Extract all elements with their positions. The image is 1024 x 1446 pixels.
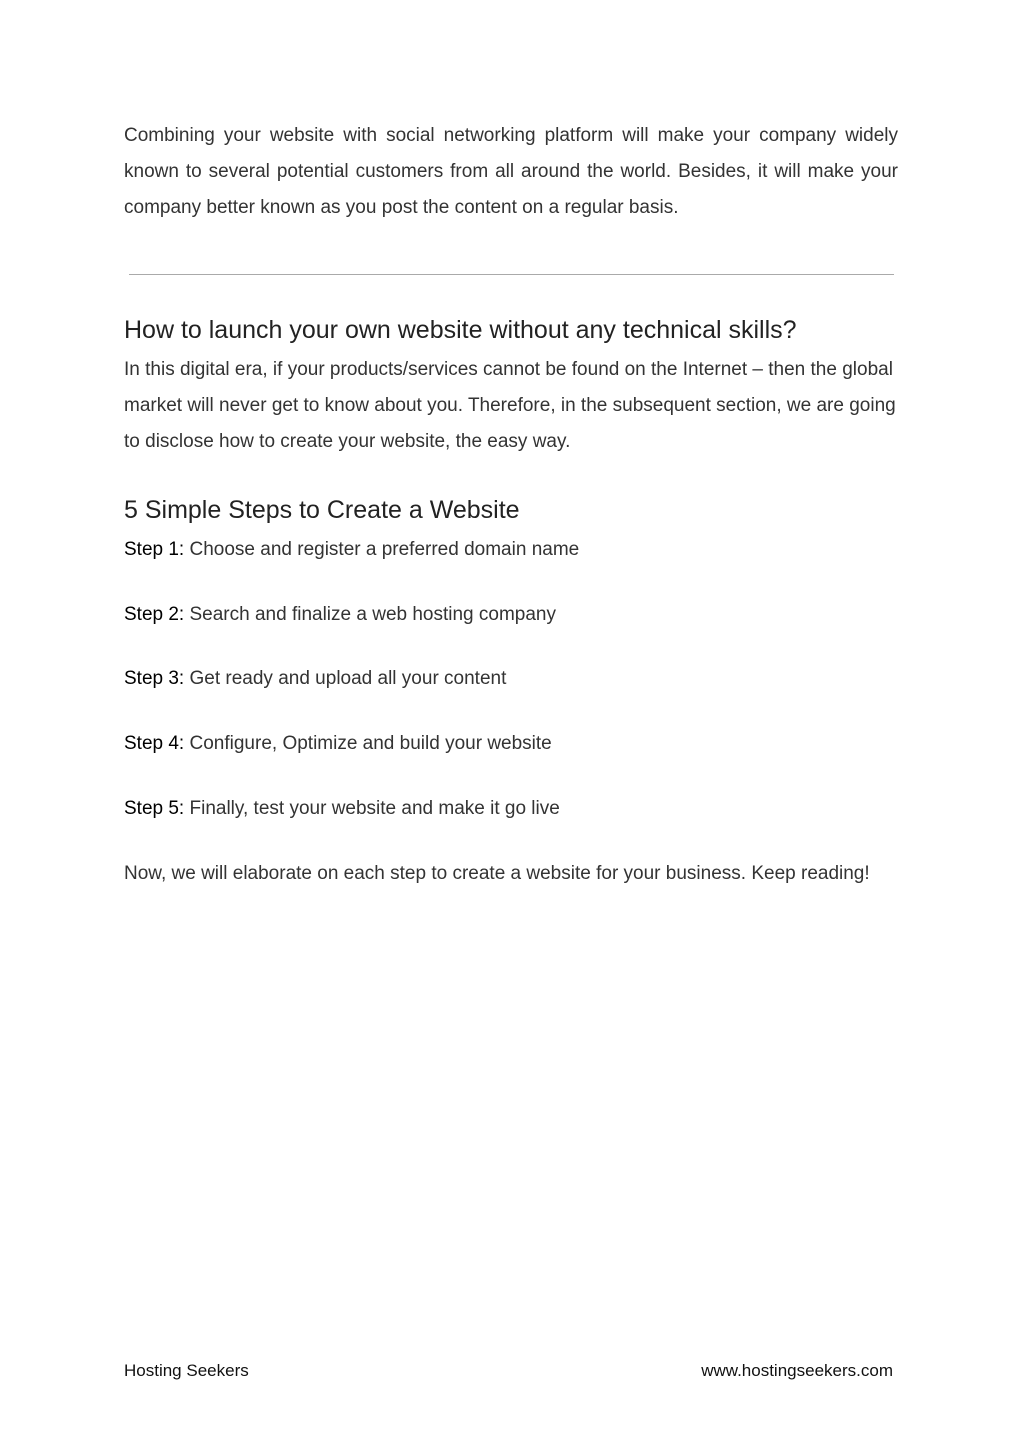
step-label: Step 3:: [124, 668, 185, 689]
step-text: Configure, Optimize and build your website: [184, 733, 552, 754]
step-text: Choose and register a preferred domain name: [184, 539, 580, 560]
step-text: Search and finalize a web hosting company: [184, 604, 556, 625]
step-item-4: [124, 730, 552, 758]
step-label: Step 4:: [124, 733, 185, 754]
step-item-1: [124, 536, 579, 564]
section-divider: [129, 274, 894, 275]
step-item-3: [124, 665, 506, 693]
launch-heading: How to launch your own website without any technical skills?: [124, 316, 797, 344]
steps-heading: 5 Simple Steps to Create a Website: [124, 496, 520, 524]
closing-paragraph: Now, we will elaborate on each step to create a website for your business. Keep reading!: [124, 863, 870, 884]
footer-brand: Hosting Seekers: [124, 1361, 249, 1380]
footer-url: www.hostingseekers.com: [701, 1361, 893, 1380]
step-text: Get ready and upload all your content: [184, 668, 507, 689]
intro-paragraph: Combining your website with social networking platform will make your company widely known to several potential customers from all around the world. Besides, it will make your company better known as you post the content on a regular basis.: [124, 125, 898, 218]
step-item-5: [124, 795, 560, 823]
step-item-2: [124, 601, 556, 629]
launch-body-paragraph: In this digital era, if your products/services cannot be found on the Internet – then the global market will never get to know about you. Therefore, in the subsequent section, we are going to disclose how to create your website, the easy way.: [124, 359, 896, 452]
step-text: Finally, test your website and make it go live: [184, 798, 560, 819]
step-label: Step 5:: [124, 798, 185, 819]
step-label: Step 2:: [124, 604, 185, 625]
step-label: Step 1:: [124, 539, 185, 560]
